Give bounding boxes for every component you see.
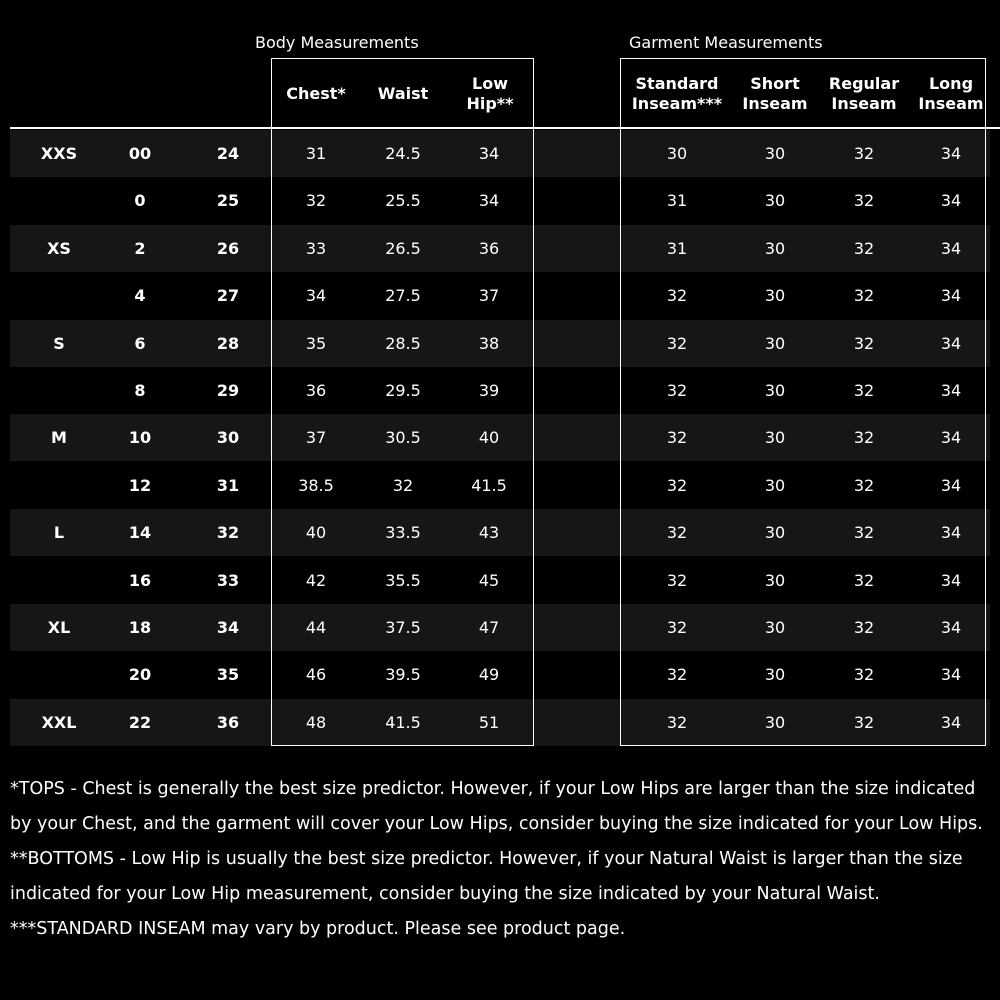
standard-inseam-value: 32 — [666, 523, 688, 543]
numeric-size: 10 — [128, 428, 152, 448]
short-inseam-value: 30 — [764, 523, 786, 543]
alpha-size: M — [51, 428, 67, 448]
low-hip-value: 51 — [478, 712, 500, 732]
standard-inseam-value: 32 — [666, 428, 688, 448]
alpha-size: XL — [47, 618, 71, 637]
low-hip-value: 39 — [478, 381, 500, 400]
tops-note: *TOPS - Chest is generally the best size predictor. However, if your Low Hips are larger than the size indicated by your Chest, and the garment will cover your Low Hips, consider buying the size indicated for your Low Hips. — [10, 779, 983, 834]
waist-value: 33.5 — [385, 523, 421, 543]
body-measurements-box — [271, 58, 534, 746]
standard-inseam-value: 32 — [666, 570, 688, 590]
waist-size: 34 — [216, 618, 240, 637]
low-hip-value: 34 — [478, 191, 500, 211]
numeric-size: 12 — [128, 475, 152, 495]
numeric-size: 22 — [128, 712, 152, 732]
standard-inseam-value: 31 — [666, 238, 688, 258]
regular-inseam-value: 32 — [853, 333, 875, 353]
regular-inseam-header: Regular Inseam — [828, 74, 900, 113]
regular-inseam-value: 32 — [853, 191, 875, 211]
long-inseam-value: 34 — [940, 144, 962, 163]
standard-inseam-value: 32 — [666, 712, 688, 732]
short-inseam-value: 30 — [764, 238, 786, 258]
low-hip-value: 43 — [478, 523, 500, 543]
waist-value: 27.5 — [385, 286, 421, 306]
low-hip-value: 47 — [478, 618, 500, 637]
inseam-note: ***STANDARD INSEAM may vary by product. Please see product page. — [10, 919, 626, 939]
alpha-size: XXL — [41, 712, 77, 732]
chest-value: 42 — [305, 570, 327, 590]
short-inseam-value: 30 — [764, 144, 786, 163]
numeric-size: 16 — [128, 570, 152, 590]
standard-inseam-value: 32 — [666, 618, 688, 637]
chest-value: 44 — [305, 618, 327, 637]
chest-value: 34 — [305, 286, 327, 306]
long-inseam-value: 34 — [940, 475, 962, 495]
waist-value: 30.5 — [385, 428, 421, 448]
numeric-size: 14 — [128, 523, 152, 543]
standard-inseam-value: 32 — [666, 286, 688, 306]
regular-inseam-value: 32 — [853, 570, 875, 590]
garment-measurements-title: Garment Measurements — [629, 33, 823, 52]
regular-inseam-value: 32 — [853, 238, 875, 258]
waist-size: 29 — [216, 381, 240, 400]
bottoms-note: **BOTTOMS - Low Hip is usually the best size predictor. However, if your Natural Waist is larger than the size indicated for your Low Hip measurement, consider buying the size indicated by your Natural Waist. — [10, 849, 963, 904]
waist-value: 35.5 — [385, 570, 421, 590]
waist-value: 24.5 — [385, 144, 421, 163]
waist-value: 25.5 — [385, 191, 421, 211]
numeric-size: 4 — [134, 286, 146, 306]
chest-value: 40 — [305, 523, 327, 543]
waist-value: 41.5 — [385, 712, 421, 732]
numeric-size: 00 — [128, 144, 152, 163]
waist-size: 24 — [216, 144, 240, 163]
waist-size: 28 — [216, 333, 240, 353]
standard-inseam-value: 32 — [666, 665, 688, 685]
waist-size: 30 — [216, 428, 240, 448]
chest-value: 32 — [305, 191, 327, 211]
alpha-size: XXS — [40, 144, 78, 163]
low-hip-value: 40 — [478, 428, 500, 448]
waist-size: 32 — [216, 523, 240, 543]
numeric-size: 20 — [128, 665, 152, 685]
chest-value: 37 — [305, 428, 327, 448]
standard-inseam-value: 32 — [666, 381, 688, 400]
long-inseam-value: 34 — [940, 381, 962, 400]
low-hip-value: 41.5 — [471, 475, 507, 495]
regular-inseam-value: 32 — [853, 665, 875, 685]
waist-size: 26 — [216, 238, 240, 258]
chest-value: 48 — [305, 712, 327, 732]
short-inseam-value: 30 — [764, 665, 786, 685]
long-inseam-value: 34 — [940, 286, 962, 306]
chest-value: 46 — [305, 665, 327, 685]
chest-value: 33 — [305, 238, 327, 258]
regular-inseam-value: 32 — [853, 144, 875, 163]
waist-value: 32 — [392, 475, 414, 495]
standard-inseam-value: 30 — [666, 144, 688, 163]
low-hip-header: Low Hip** — [466, 74, 514, 113]
long-inseam-value: 34 — [940, 712, 962, 732]
long-inseam-value: 34 — [940, 665, 962, 685]
garment-measurements-box — [620, 58, 986, 746]
chest-header: Chest* — [286, 84, 346, 103]
long-inseam-value: 34 — [940, 238, 962, 258]
waist-size: 27 — [216, 286, 240, 306]
waist-size: 25 — [216, 191, 240, 211]
short-inseam-value: 30 — [764, 570, 786, 590]
numeric-size: 6 — [134, 333, 146, 353]
long-inseam-value: 34 — [940, 570, 962, 590]
waist-header: Waist — [377, 84, 429, 103]
long-inseam-value: 34 — [940, 191, 962, 211]
low-hip-value: 45 — [478, 570, 500, 590]
chest-value: 35 — [305, 333, 327, 353]
waist-size: 31 — [216, 475, 240, 495]
chest-value: 38.5 — [298, 475, 334, 495]
low-hip-value: 34 — [478, 144, 500, 163]
long-inseam-value: 34 — [940, 428, 962, 448]
regular-inseam-value: 32 — [853, 428, 875, 448]
long-inseam-header: Long Inseam — [918, 74, 984, 113]
waist-size: 33 — [216, 570, 240, 590]
waist-value: 29.5 — [385, 381, 421, 400]
short-inseam-header: Short Inseam — [742, 74, 808, 113]
waist-size: 36 — [216, 712, 240, 732]
short-inseam-value: 30 — [764, 286, 786, 306]
numeric-size: 8 — [134, 381, 146, 400]
short-inseam-value: 30 — [764, 475, 786, 495]
chest-value: 36 — [305, 381, 327, 400]
alpha-size: L — [53, 523, 65, 543]
short-inseam-value: 30 — [764, 712, 786, 732]
standard-inseam-value: 32 — [666, 333, 688, 353]
low-hip-value: 38 — [478, 333, 500, 353]
low-hip-value: 37 — [478, 286, 500, 306]
waist-value: 28.5 — [385, 333, 421, 353]
regular-inseam-value: 32 — [853, 286, 875, 306]
waist-value: 26.5 — [385, 238, 421, 258]
standard-inseam-value: 31 — [666, 191, 688, 211]
chest-value: 31 — [305, 144, 327, 163]
short-inseam-value: 30 — [764, 428, 786, 448]
short-inseam-value: 30 — [764, 381, 786, 400]
regular-inseam-value: 32 — [853, 381, 875, 400]
long-inseam-value: 34 — [940, 618, 962, 637]
standard-inseam-value: 32 — [666, 475, 688, 495]
regular-inseam-value: 32 — [853, 712, 875, 732]
numeric-size: 2 — [134, 238, 146, 258]
long-inseam-value: 34 — [940, 333, 962, 353]
regular-inseam-value: 32 — [853, 475, 875, 495]
numeric-size: 0 — [134, 191, 146, 211]
alpha-size: S — [53, 333, 65, 353]
size-notes — [10, 772, 985, 947]
short-inseam-value: 30 — [764, 333, 786, 353]
regular-inseam-value: 32 — [853, 618, 875, 637]
short-inseam-value: 30 — [764, 618, 786, 637]
waist-size: 35 — [216, 665, 240, 685]
body-measurements-title: Body Measurements — [255, 33, 419, 52]
alpha-size: XS — [47, 238, 71, 258]
short-inseam-value: 30 — [764, 191, 786, 211]
low-hip-value: 49 — [478, 665, 500, 685]
numeric-size: 18 — [128, 618, 152, 637]
waist-value: 39.5 — [385, 665, 421, 685]
long-inseam-value: 34 — [940, 523, 962, 543]
regular-inseam-value: 32 — [853, 523, 875, 543]
standard-inseam-header: Standard Inseam*** — [631, 74, 723, 113]
low-hip-value: 36 — [478, 238, 500, 258]
waist-value: 37.5 — [385, 618, 421, 637]
